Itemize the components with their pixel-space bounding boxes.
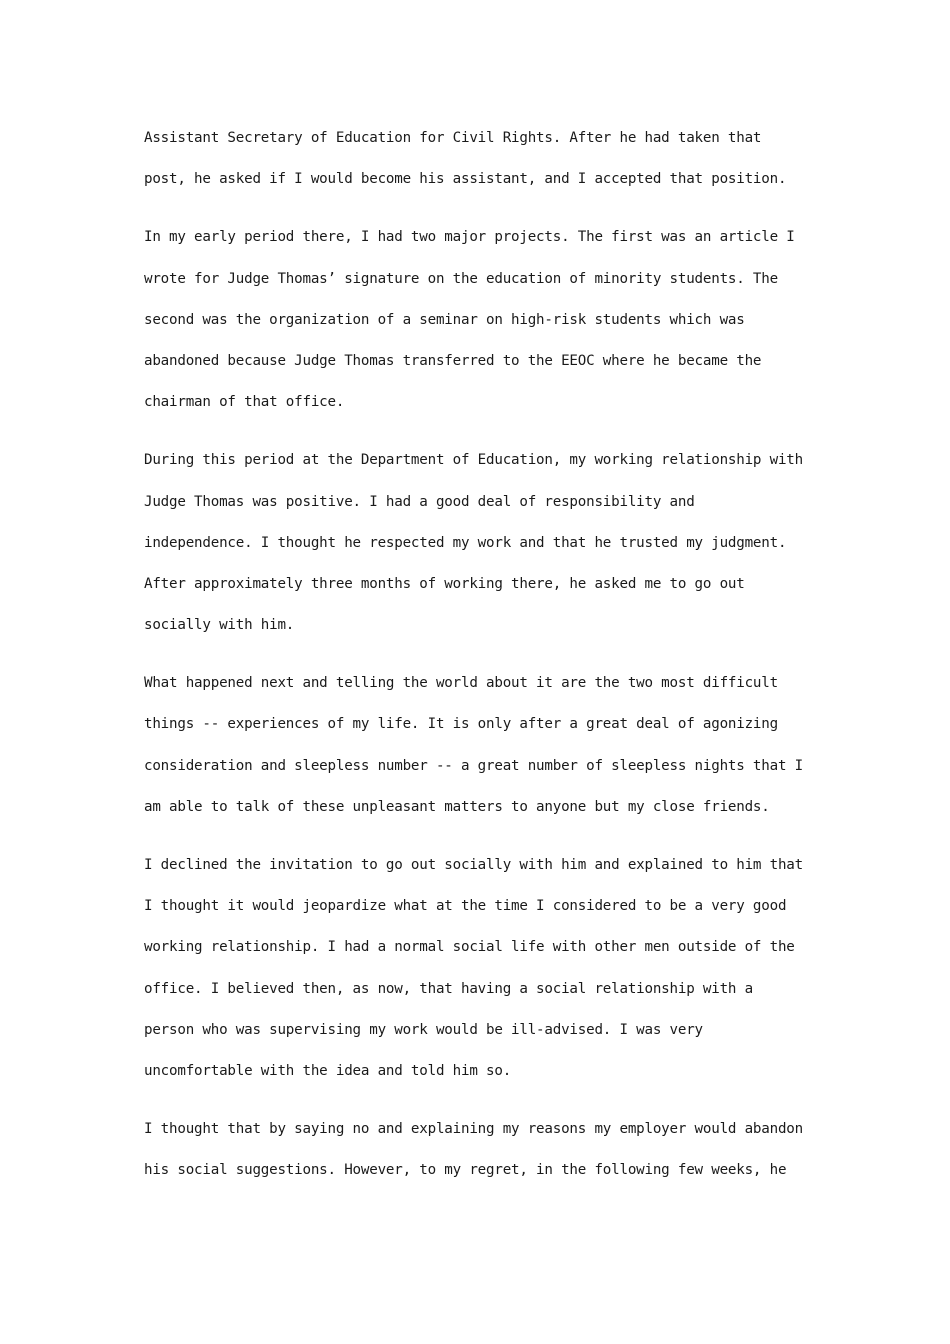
text-line: What happened next and telling the world about it are the two most difficult <box>144 675 778 692</box>
text-line: In my early period there, I had two major projects. The first was an article I <box>144 229 795 246</box>
text-line: independence. I thought he respected my work and that he trusted my judgment. <box>144 534 787 551</box>
text-line: working relationship. I had a normal social life with other men outside of the <box>144 939 795 956</box>
text-line: post, he asked if I would become his assistant, and I accepted that position. <box>144 171 787 188</box>
text-line: Assistant Secretary of Education for Civil Rights. After he had taken that <box>144 130 762 146</box>
paragraph-6 <box>144 1109 834 1191</box>
text-line: I thought it would jeopardize what at the time I considered to be a very good <box>144 898 787 915</box>
text-line: second was the organization of a seminar on high-risk students which was <box>144 311 745 328</box>
text-line: person who was supervising my work would be ill-advised. I was very <box>144 1021 703 1038</box>
text-line: During this period at the Department of Education, my working relationship with <box>144 452 803 469</box>
text-line: am able to talk of these unpleasant matters to anyone but my close friends. <box>144 798 770 815</box>
paragraph-4 <box>144 663 834 828</box>
text-line: Judge Thomas was positive. I had a good deal of responsibility and <box>144 493 695 510</box>
paragraph-5 <box>144 845 834 1092</box>
text-line: chairman of that office. <box>144 394 345 411</box>
text-line: I declined the invitation to go out socially with him and explained to him that <box>144 857 803 873</box>
text-line: consideration and sleepless number -- a great number of sleepless nights that I <box>144 757 803 774</box>
text-line: uncomfortable with the idea and told him so. <box>144 1062 512 1079</box>
text-line: wrote for Judge Thomas’ signature on the education of minority students. The <box>144 270 778 287</box>
paragraph-2 <box>144 217 834 423</box>
text-line: abandoned because Judge Thomas transferred to the EEOC where he became the <box>144 352 762 369</box>
document-page <box>144 118 834 1209</box>
text-line: After approximately three months of working there, he asked me to go out <box>144 575 745 592</box>
paragraph-1 <box>144 118 834 200</box>
text-line: socially with him. <box>144 617 295 634</box>
text-line: office. I believed then, as now, that having a social relationship with a <box>144 980 753 997</box>
text-line: things -- experiences of my life. It is only after a great deal of agonizing <box>144 716 778 733</box>
paragraph-3 <box>144 440 834 646</box>
text-line: I thought that by saying no and explaining my reasons my employer would abandon <box>144 1121 803 1138</box>
text-line: his social suggestions. However, to my regret, in the following few weeks, he <box>144 1162 787 1179</box>
